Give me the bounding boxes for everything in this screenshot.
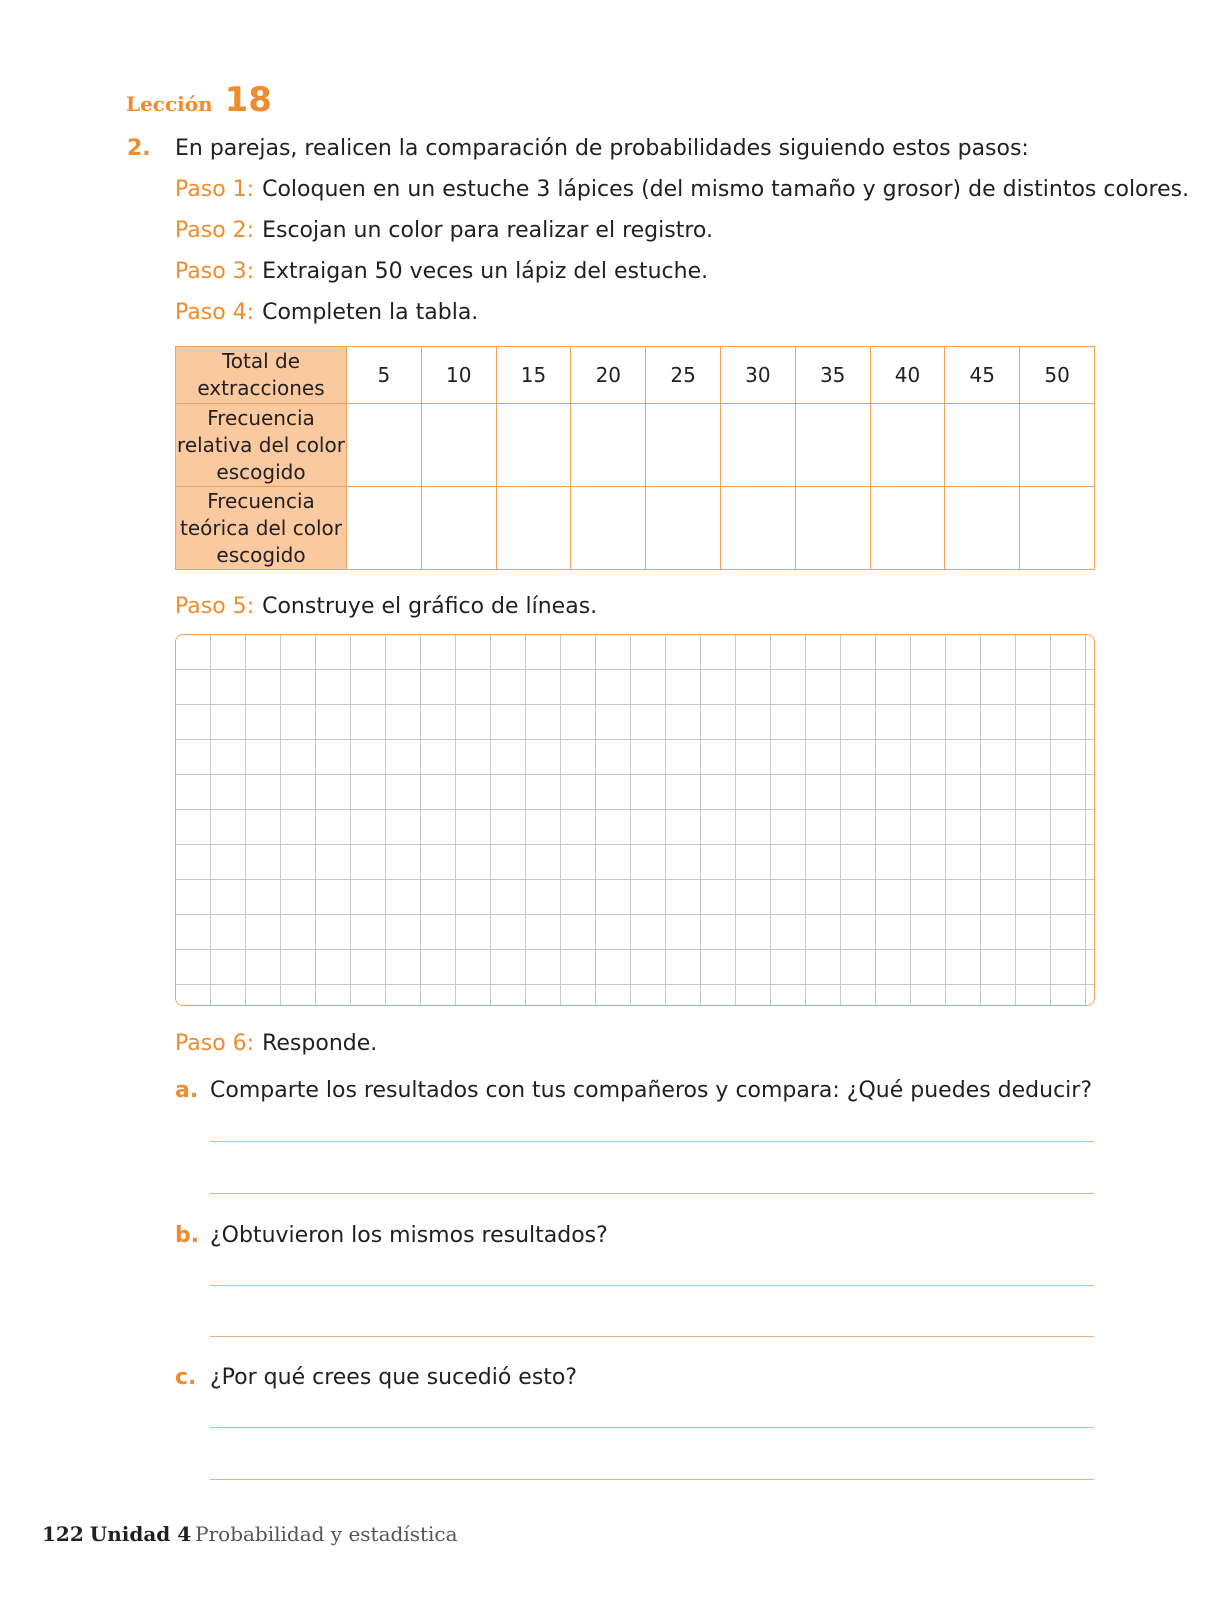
column-value: 30 xyxy=(720,347,795,404)
step-2 xyxy=(175,218,713,243)
answer-line[interactable] xyxy=(210,1193,1094,1194)
answer-cell[interactable] xyxy=(720,404,795,487)
step-text: Responde. xyxy=(262,1031,378,1056)
answer-line[interactable] xyxy=(210,1285,1094,1286)
answer-line[interactable] xyxy=(210,1479,1094,1480)
column-value: 25 xyxy=(646,347,721,404)
step-text: Construye el gráfico de líneas. xyxy=(262,594,598,619)
lesson-number: 18 xyxy=(224,80,272,120)
answer-cell[interactable] xyxy=(870,487,945,570)
header-line: relativa del color xyxy=(177,432,345,457)
lesson-label: Lección xyxy=(126,92,213,116)
answer-cell[interactable] xyxy=(646,404,721,487)
header-line: Frecuencia xyxy=(207,488,315,513)
exercise-intro: En parejas, realicen la comparación de probabilidades siguiendo estos pasos: xyxy=(175,136,1029,161)
unit-label: Unidad 4 xyxy=(89,1522,192,1546)
header-line: Total de xyxy=(221,349,301,373)
step-label: Paso 2: xyxy=(175,218,255,243)
answer-cell[interactable] xyxy=(646,487,721,570)
step-label: Paso 4: xyxy=(175,300,255,325)
row-header-total xyxy=(176,347,347,404)
step-1 xyxy=(175,177,1189,202)
question-a-letter: a. xyxy=(175,1078,199,1103)
column-value: 35 xyxy=(795,347,870,404)
question-b-text: ¿Obtuvieron los mismos resultados? xyxy=(210,1223,608,1248)
frequency-table xyxy=(175,346,1095,570)
answer-cell[interactable] xyxy=(870,404,945,487)
answer-cell[interactable] xyxy=(795,404,870,487)
page-footer xyxy=(42,1522,458,1546)
answer-cell[interactable] xyxy=(795,487,870,570)
question-c-letter: c. xyxy=(175,1365,197,1390)
step-3 xyxy=(175,259,708,284)
answer-cell[interactable] xyxy=(1020,487,1095,570)
step-text: Extraigan 50 veces un lápiz del estuche. xyxy=(262,259,709,284)
answer-line[interactable] xyxy=(210,1427,1094,1428)
step-label: Paso 5: xyxy=(175,594,255,619)
answer-line[interactable] xyxy=(210,1141,1094,1142)
header-line: Frecuencia xyxy=(207,405,315,430)
step-text: Coloquen en un estuche 3 lápices (del mismo tamaño y grosor) de distintos colores. xyxy=(262,177,1190,202)
unit-topic: Probabilidad y estadística xyxy=(195,1522,458,1546)
answer-cell[interactable] xyxy=(945,404,1020,487)
answer-cell[interactable] xyxy=(421,487,496,570)
answer-cell[interactable] xyxy=(347,404,422,487)
page-number: 122 xyxy=(42,1522,84,1546)
answer-cell[interactable] xyxy=(571,404,646,487)
step-text: Completen la tabla. xyxy=(262,300,479,325)
answer-cell[interactable] xyxy=(1020,404,1095,487)
answer-cell[interactable] xyxy=(421,404,496,487)
answer-cell[interactable] xyxy=(347,487,422,570)
header-line: escogido xyxy=(216,459,306,484)
step-label: Paso 3: xyxy=(175,259,255,284)
column-value: 15 xyxy=(496,347,571,404)
step-label: Paso 6: xyxy=(175,1031,255,1056)
answer-cell[interactable] xyxy=(571,487,646,570)
table-row xyxy=(176,347,1095,404)
answer-line[interactable] xyxy=(210,1336,1094,1337)
answer-cell[interactable] xyxy=(945,487,1020,570)
table-row xyxy=(176,404,1095,487)
header-line: teórica del color xyxy=(180,515,342,540)
question-a-text: Comparte los resultados con tus compañeros y compara: ¿Qué puedes deducir? xyxy=(210,1078,1093,1103)
step-text: Escojan un color para realizar el registro. xyxy=(262,218,713,243)
table-row xyxy=(176,487,1095,570)
step-label: Paso 1: xyxy=(175,177,255,202)
answer-cell[interactable] xyxy=(496,404,571,487)
column-value: 50 xyxy=(1020,347,1095,404)
column-value: 10 xyxy=(421,347,496,404)
exercise-number: 2. xyxy=(127,136,151,161)
step-5 xyxy=(175,594,597,619)
answer-cell[interactable] xyxy=(720,487,795,570)
column-value: 5 xyxy=(347,347,422,404)
question-c-text: ¿Por qué crees que sucedió esto? xyxy=(210,1365,578,1390)
column-value: 45 xyxy=(945,347,1020,404)
row-header-theoretical xyxy=(176,487,347,570)
column-value: 40 xyxy=(870,347,945,404)
lesson-heading xyxy=(126,80,272,120)
graph-grid[interactable] xyxy=(175,634,1095,1006)
step-4 xyxy=(175,300,478,325)
step-6 xyxy=(175,1031,377,1056)
answer-cell[interactable] xyxy=(496,487,571,570)
row-header-relative xyxy=(176,404,347,487)
question-b-letter: b. xyxy=(175,1223,200,1248)
column-value: 20 xyxy=(571,347,646,404)
header-line: extracciones xyxy=(197,376,325,400)
header-line: escogido xyxy=(216,542,306,567)
